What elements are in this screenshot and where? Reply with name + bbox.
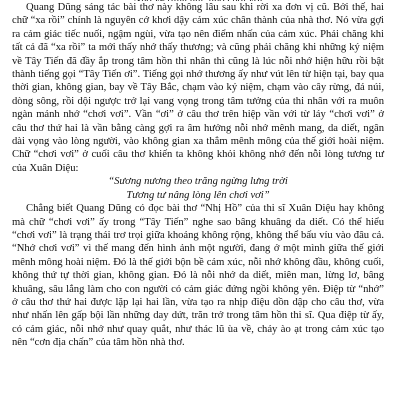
quote-line-1: “Sương nương theo trăng ngừng lưng trời <box>108 176 288 188</box>
quote-line-2: Tương tư nâng lòng lên chơi vơi” <box>126 189 270 201</box>
paragraph-2: Chẳng biết Quang Dũng có đọc bài thơ “Nhị Hồ” của thi sĩ Xuân Diệu hay không mà chữ “chơi vơi” ấy trong “Tây Tiến” nghe sao bâng khuâng da diết. Có thể hiểu “chơi vơi” là trạng thái trơ trọi giữa khoảng không rộng, không thể bấu víu vào đâu cả. “Nhớ chơi vơi” vì thế mang đến hình ảnh một người, đang ở một mình giữa thế giới mênh mông hoài niệm. Đó là thế giới bộn bề cảm xúc, nỗi nhớ không đầu, không cuối, không thứ tự thời gian, không gian. Đó là nỗi nhớ da diết, miên man, lừng lơ, bâng khuâng, sâu lắng làm cho con người có cảm giác đứng ngồi không yên. Điệp từ “nhớ” ở câu thơ thứ hai được lặp lại hai lần, vừa tạo ra nhịp điệu dồn dập cho câu thơ, vừa như nhấn lên gấp bội lần những day dứt, trăn trở trong tâm hồn thi sĩ. Qua điệp từ ấy, có cảm giác, nỗi nhớ như quay quắt, như thác lũ ùa về, chảy ào ạt trong cảm xúc tạo nên “cơn địa chấn” của tâm hồn nhà thơ. <box>12 203 384 349</box>
paragraph-1: Quang Dũng sáng tác bài thơ này không lâu sau khi rời xa đơn vị cũ. Bởi thế, hai chữ “xa rồi” chính là nguyên cớ khơi dậy cảm xúc chân thành của nhà thơ. Nó vừa gợi ra cảm giác tiếc nuối, ngậm ngùi, vừa tạo nên điểm nhấn của cảm xúc. Phải chăng khi tất cả đã “xa rồi” ta mới thấy nhớ thấy thương; và cũng phải chăng khi những ký niệm về Tây Tiến đã đầy ắp trong tâm hồn thi nhân thì cũng là lúc nỗi nhớ hiện hữu rồi bật thành tiếng gọi “Tây Tiến ơi”. Tiếng gọi nhớ thương ấy như vút lên từ hiện tại, bay qua thời gian, không gian, bay về Tây Bắc, chạm vào ký niệm, chạm vào cây rừng, đá núi, dòng sông, rồi dội ngược trở lại vang vọng trong tâm tưởng của thi nhân với ra muôn ngàn mảnh nhớ “chơi vơi”. Vần “ơi” ở câu thơ trên hiệp vần với từ láy “chơi vơi” ở câu thơ thứ hai là vần bằng càng gợi ra âm hưởng nỗi nhớ mênh mang, da diết, ngân dài vọng vào lòng người, vào không gian xa thẳm mênh mông của thế giới hoài niệm. Chữ “chơi vơi” ở cuối câu thơ khiến ta không khỏi không nhớ đến nỗi lòng tương tư của Xuân Diệu: <box>12 2 384 174</box>
